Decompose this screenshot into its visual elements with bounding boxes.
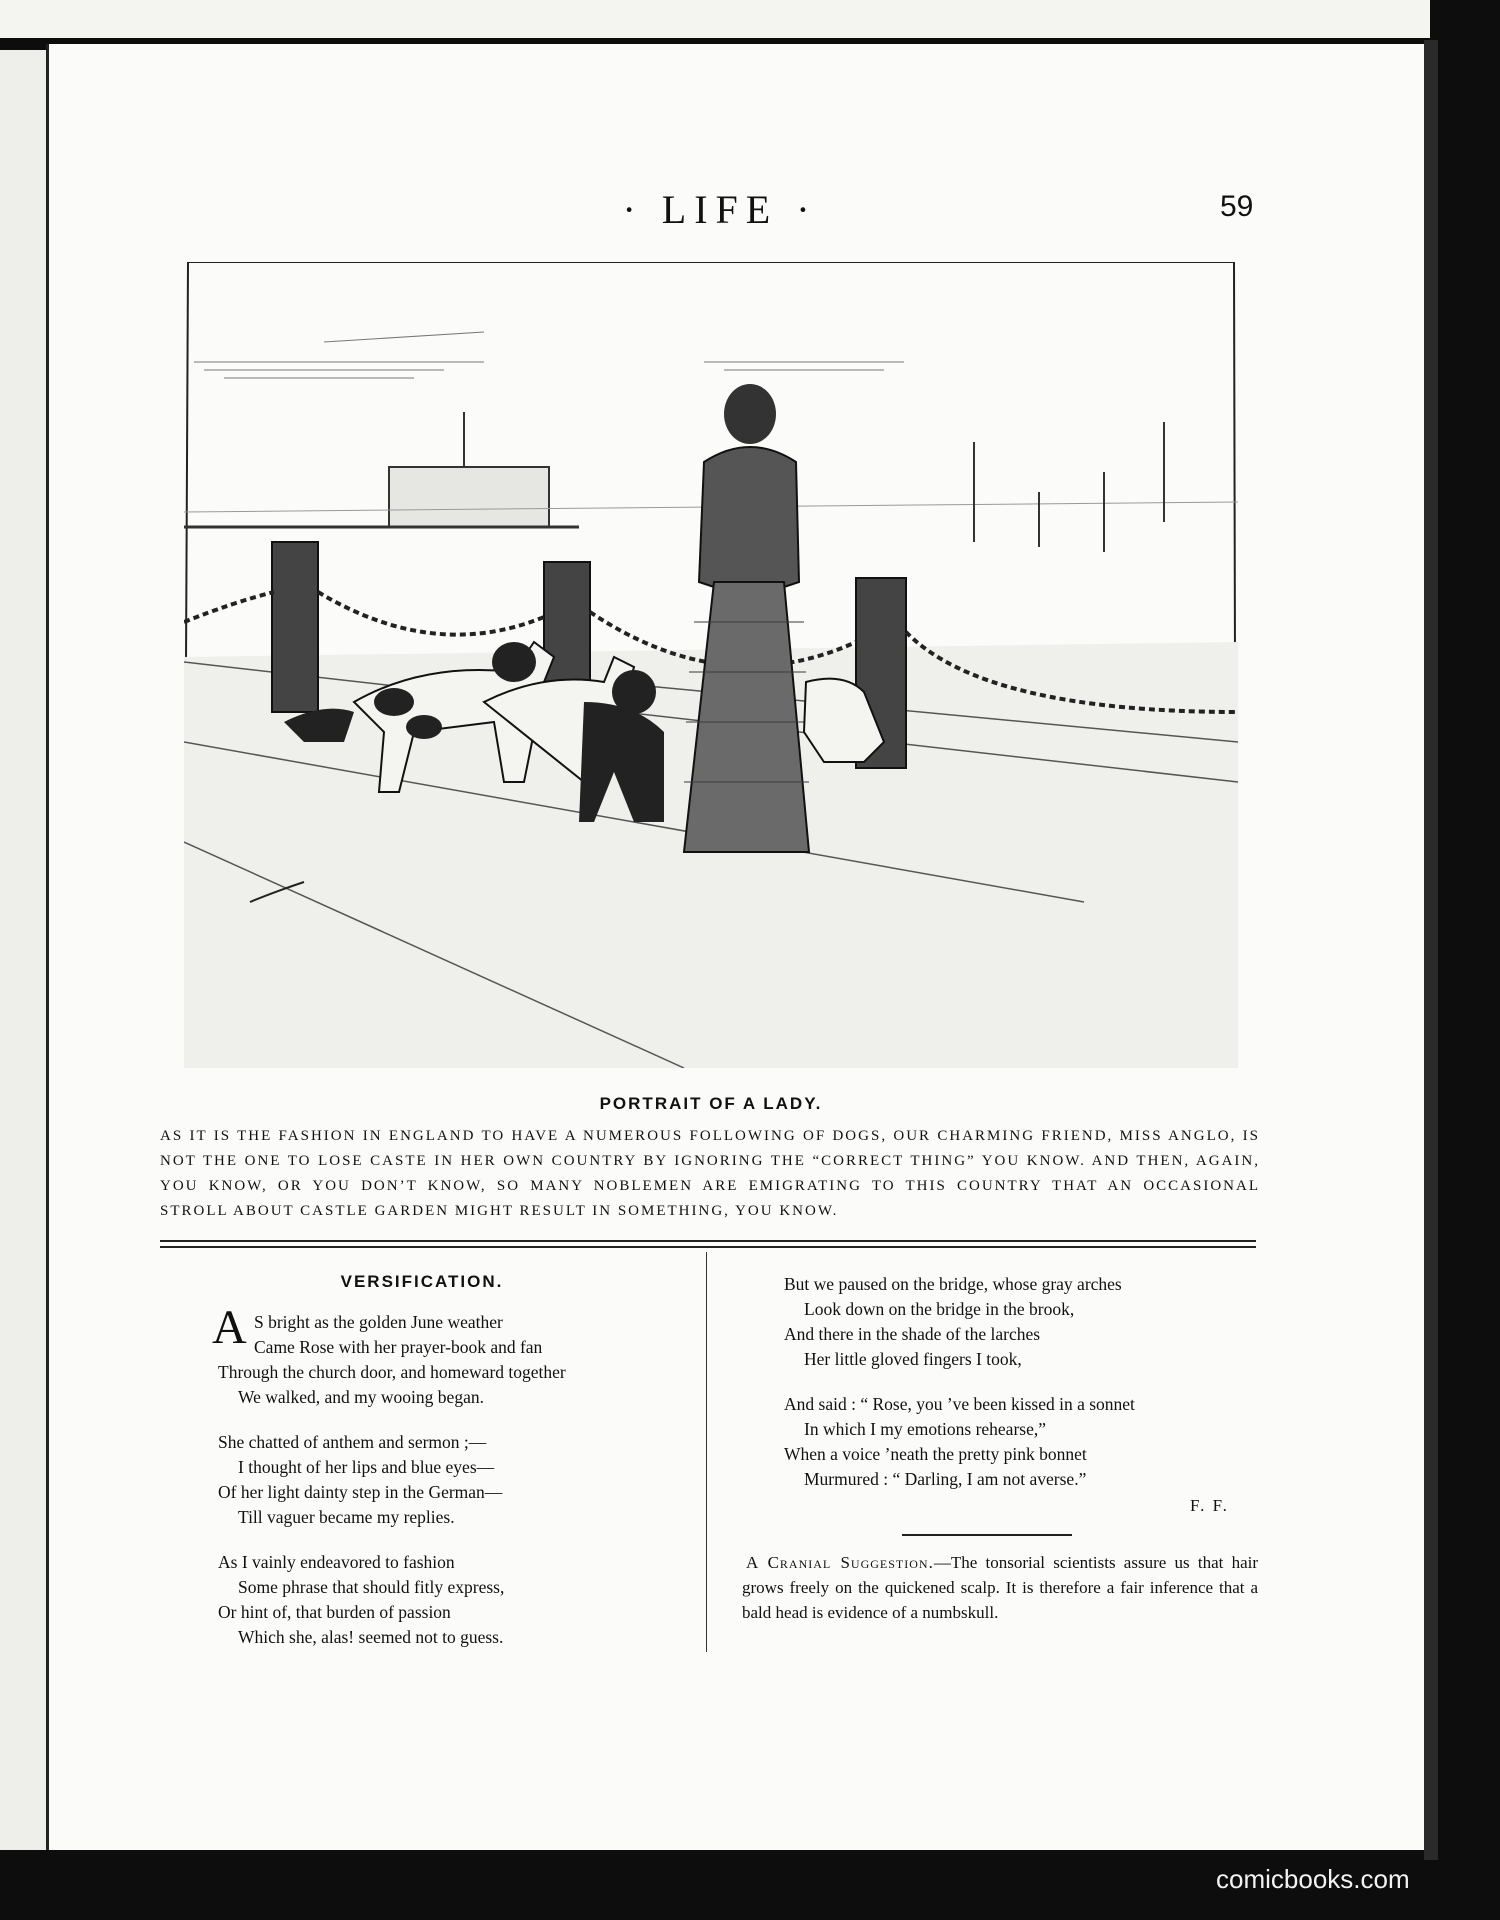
poem-line: And said : “ Rose, you ’ve been kissed in a sonnet (784, 1394, 1135, 1414)
poem-line: She chatted of anthem and sermon ;— (218, 1432, 487, 1452)
caption-title: PORTRAIT OF A LADY. (599, 1094, 823, 1113)
stanza-3 (218, 1550, 688, 1650)
poem-line: And there in the shade of the larches (784, 1324, 1041, 1344)
section-divider-bottom (160, 1246, 1256, 1248)
poem-line: Some phrase that should fitly express, (238, 1577, 505, 1597)
column-divider (706, 1252, 707, 1652)
caption-text: AS IT IS THE FASHION IN ENGLAND TO HAVE A NUMEROUS FOLLOWING OF DOGS, OUR CHARMING FRIEND, MISS ANGLO, IS NOT THE ONE TO LOSE CASTE IN HER OWN COUNTRY BY IGNORING THE “CORRECT THING” YOU KNOW. AND THEN, AGAIN, YOU KNOW, OR YOU DON’T KNOW, SO MANY NOBLEMEN ARE EMIGRATING TO THIS COUNTRY THAT AN OCCASIONAL STROLL ABOUT CASTLE GARDEN MIGHT RESULT IN SOMETHING, YOU KNOW. (160, 1128, 1260, 1219)
poem-line: As I vainly endeavored to fashion (218, 1552, 455, 1572)
stanza-1 (212, 1301, 688, 1410)
poem-line: S bright as the golden June weather (254, 1312, 503, 1332)
stanza-4 (784, 1272, 1254, 1372)
running-title: · LIFE · (622, 187, 818, 232)
poem-line: Through the church door, and homeward together (218, 1362, 566, 1382)
poem-line: But we paused on the bridge, whose gray arches (784, 1274, 1122, 1294)
poem-line: Or hint of, that burden of passion (218, 1602, 451, 1622)
cranial-text: —The tonsorial scientists assure us that hair grows freely on the quickened scalp. It is therefore a fair inference that a bald head is evidence of a numbskull. (742, 1553, 1258, 1622)
cranial-suggestion-paragraph (742, 1550, 1258, 1625)
poem-line: We walked, and my wooing began. (238, 1387, 484, 1407)
poem-line: I thought of her lips and blue eyes— (238, 1457, 495, 1477)
poem-left-column (212, 1301, 688, 1670)
page-number: 59 (1220, 190, 1254, 223)
page-binding-shadow (1424, 40, 1438, 1860)
poem-line: Murmured : “ Darling, I am not averse.” (804, 1469, 1087, 1489)
cranial-heading: A Cranial Suggestion. (746, 1553, 934, 1572)
poem-line: Till vaguer became my replies. (238, 1507, 455, 1527)
section-divider-top (160, 1240, 1256, 1242)
engraving-drawing (184, 262, 1238, 1068)
poem-right-column (784, 1272, 1254, 1512)
poem-title: VERSIFICATION. (340, 1272, 504, 1291)
poem-line: Look down on the bridge in the brook, (804, 1299, 1075, 1319)
facing-page-edge (0, 50, 52, 1850)
drop-cap: A (212, 1301, 247, 1354)
previous-page-edge (0, 0, 1430, 38)
poem-line: Which she, alas! seemed not to guess. (238, 1627, 504, 1647)
poem-line: When a voice ’neath the pretty pink bonnet (784, 1444, 1087, 1464)
stanza-2 (218, 1430, 688, 1530)
poem-signature: F. F. (1190, 1496, 1229, 1515)
short-divider (902, 1534, 1072, 1536)
stanza-5 (784, 1392, 1254, 1492)
poem-line: In which I my emotions rehearse,” (804, 1419, 1047, 1439)
poem-line: Came Rose with her prayer-book and fan (254, 1337, 543, 1357)
watermark: comicbooks.com (1216, 1864, 1410, 1894)
portrait-illustration (184, 262, 1238, 1068)
poem-line: Of her light dainty step in the German— (218, 1482, 503, 1502)
poem-line: Her little gloved fingers I took, (804, 1349, 1022, 1369)
